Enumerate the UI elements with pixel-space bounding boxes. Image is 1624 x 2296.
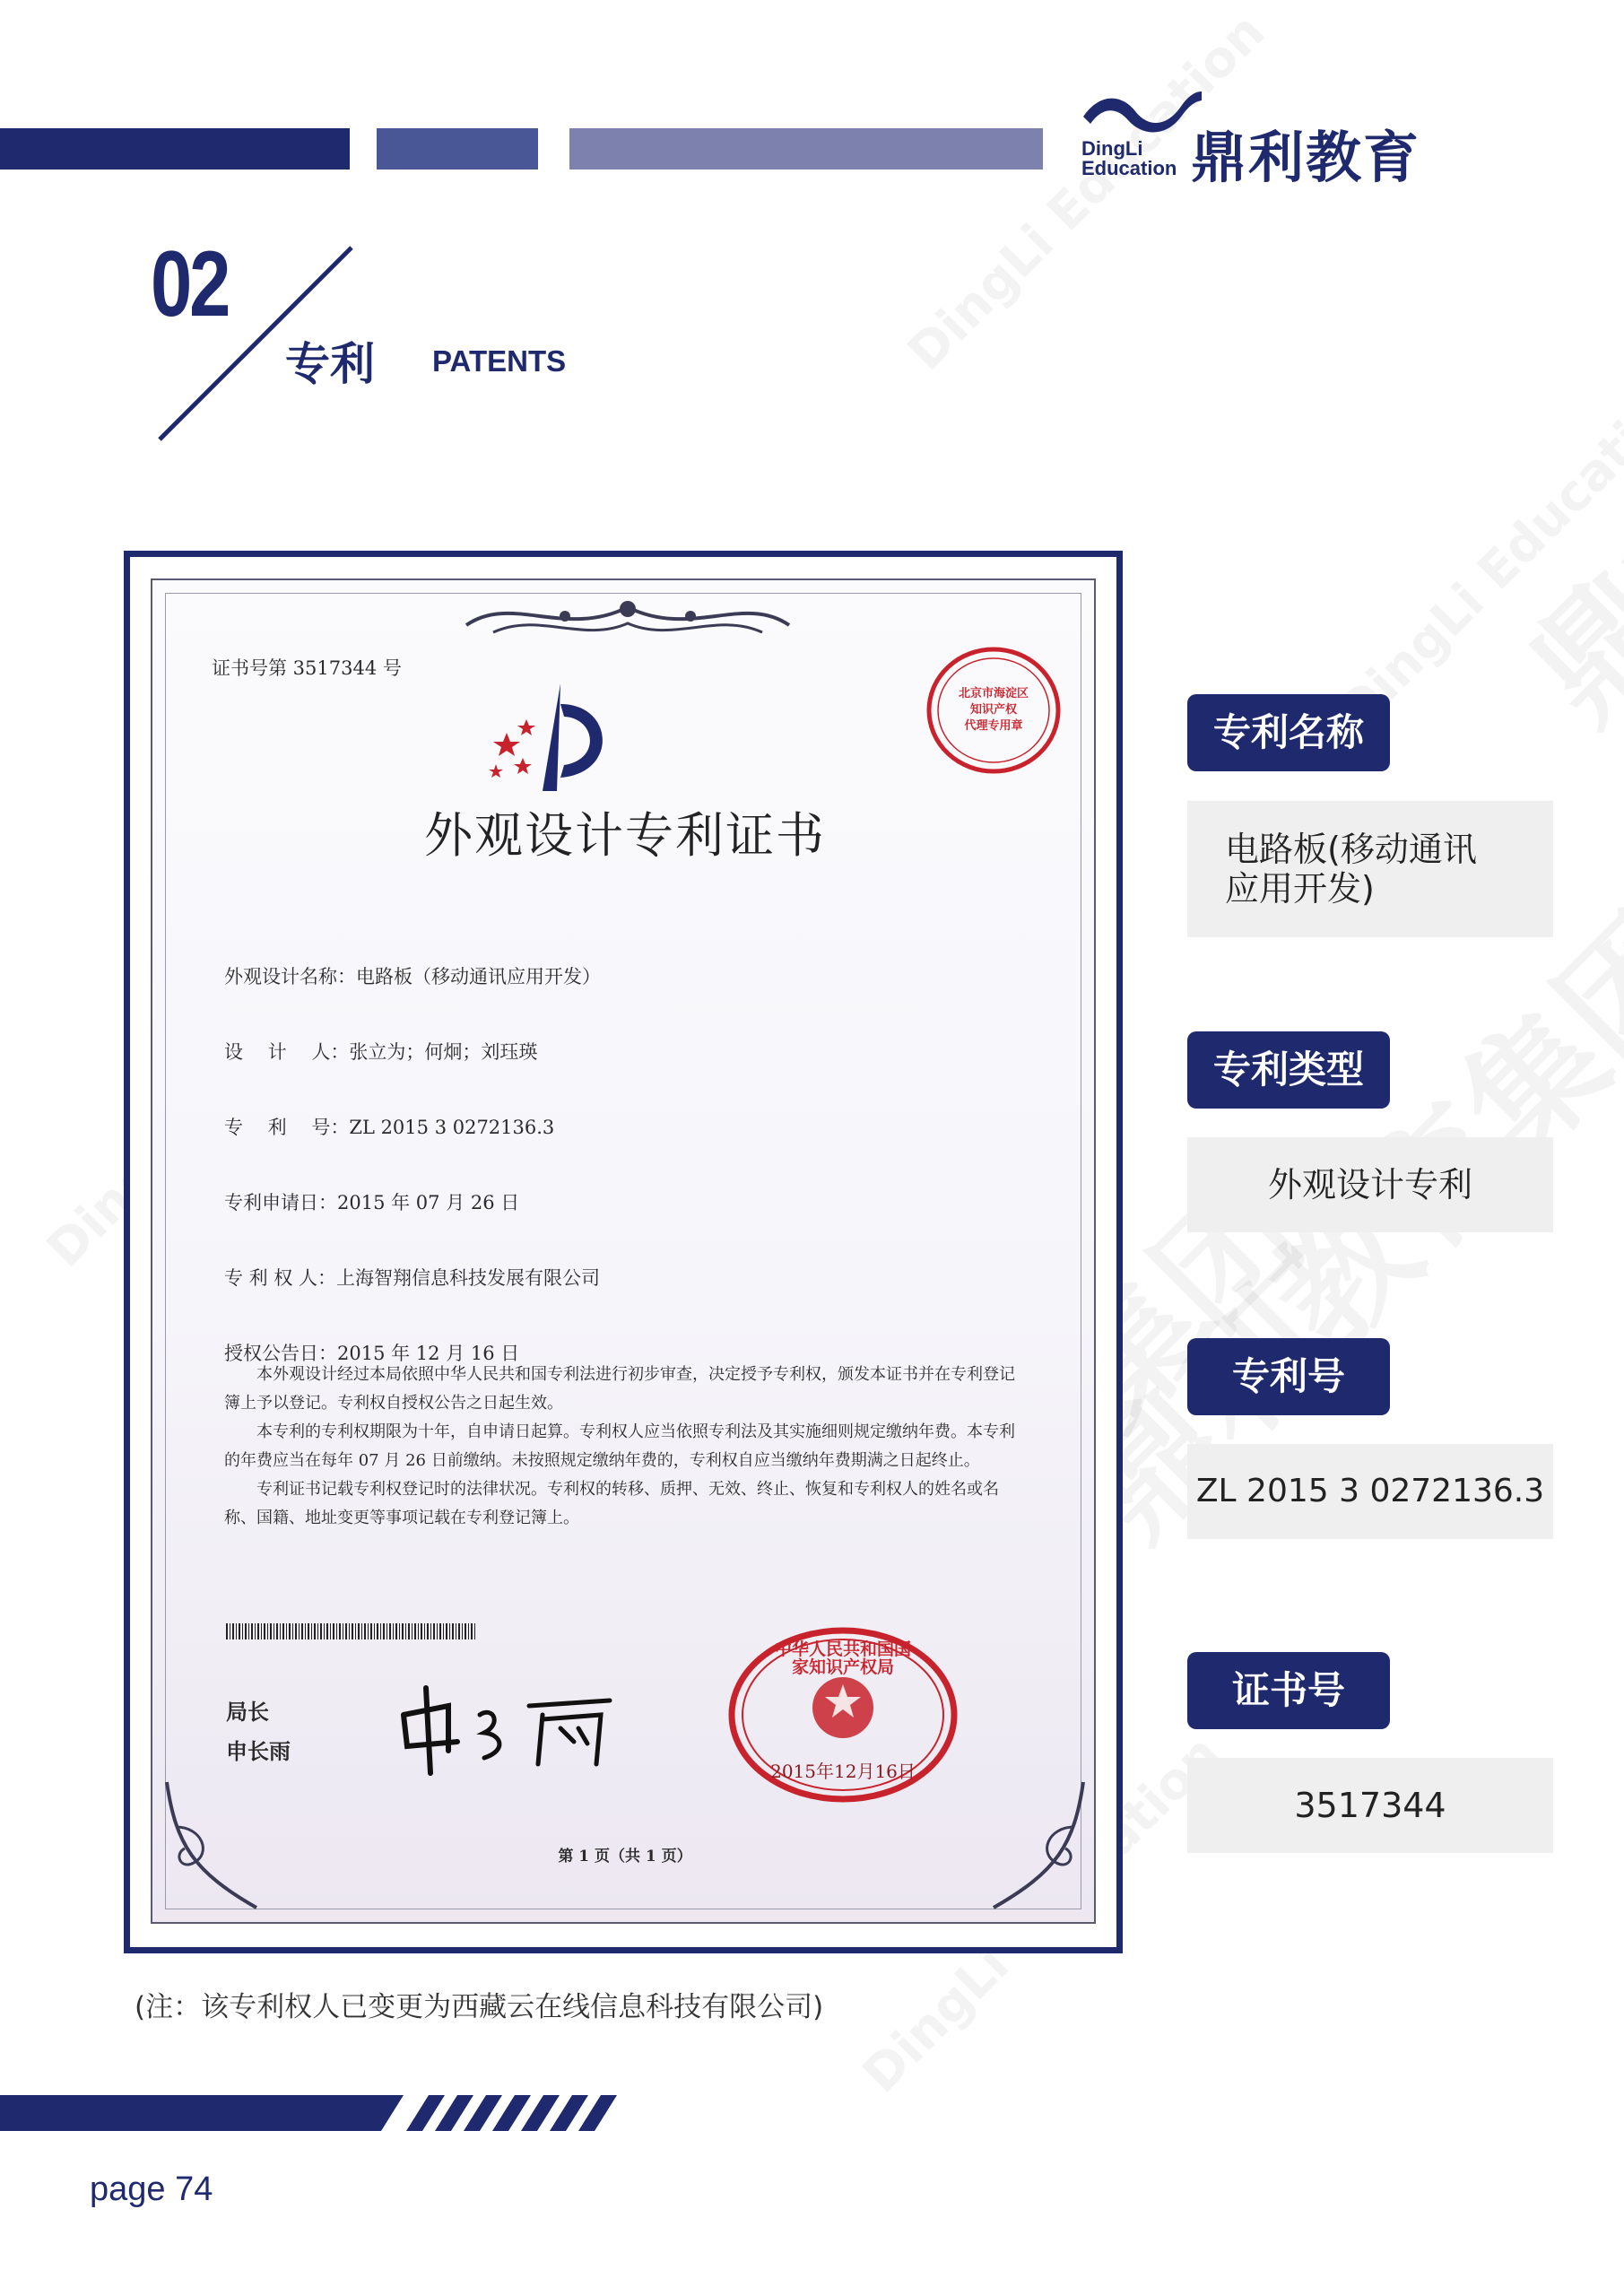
ornament-corner-icon — [158, 1773, 274, 1917]
body-paragraph: 本外观设计经过本局依照中华人民共和国专利法进行初步审查，决定授予专利权，颁发本证书并在专利登记簿上予以登记。专利权自授权公告之日起生效。 — [224, 1365, 1015, 1413]
field-patent-number: 专 利 号：ZL 2015 3 0272136.3 — [224, 1117, 555, 1138]
agency-seal-line2: 代理专用章 — [964, 719, 1023, 733]
certificate-fields — [224, 939, 942, 1391]
certificate-body — [224, 1361, 1022, 1533]
body-paragraph: 本专利的专利权期限为十年，自申请日起算。专利权人应当依照专利法及其实施细则规定缴纳年费。本专利的年费应当在每年 07 月 26 日前缴纳。未按照规定缴纳年费的，专利权自应当缴纳年费期满之日起终止。 — [224, 1422, 1015, 1470]
value-patent-number: ZL 2015 3 0272136.3 — [1187, 1444, 1553, 1539]
value-patent-name — [1187, 801, 1553, 937]
signer-block — [226, 1692, 291, 1771]
section-title-en: PATENTS — [432, 344, 567, 378]
page-number: page 74 — [90, 2170, 213, 2208]
label-cert-number: 证书号 — [1187, 1652, 1390, 1729]
ownership-note: (注：该专利权人已变更为西藏云在线信息科技有限公司) — [135, 1991, 824, 2023]
field-design-name: 外观设计名称：电路板（移动通讯应用开发） — [224, 966, 601, 987]
label-patent-name: 专利名称 — [1187, 694, 1390, 771]
barcode — [226, 1623, 477, 1639]
value-patent-type: 外观设计专利 — [1187, 1137, 1553, 1232]
national-seal-date: 2015年12月16日 — [770, 1761, 916, 1782]
value-cert-number: 3517344 — [1187, 1758, 1553, 1853]
wave-logo-icon — [1080, 81, 1203, 142]
ornament-corner-icon — [976, 1773, 1092, 1917]
signer-name: 申长雨 — [226, 1738, 291, 1764]
field-grant-date: 授权公告日：2015 年 12 月 16 日 — [224, 1343, 520, 1364]
watermark-text — [1480, 48, 1624, 756]
section-title-cn: 专利 — [285, 338, 375, 390]
national-seal-text: 中华人民共和国国家知识产权局 — [774, 1639, 911, 1677]
value-patent-name-line1: 电路板(移动通讯 — [1225, 830, 1477, 869]
ornament-top-icon — [457, 589, 798, 643]
brand-logo — [1076, 81, 1453, 190]
brand-en-line1: DingLi — [1081, 137, 1143, 160]
watermark-text — [1327, 361, 1624, 741]
header-bar-mid — [377, 128, 538, 170]
header-bar-light — [569, 128, 1043, 170]
agency-seal-text — [958, 686, 1029, 735]
agency-seal-line1: 北京市海淀区知识产权 — [958, 687, 1029, 717]
value-patent-name-line2: 应用开发) — [1225, 869, 1375, 909]
field-patentee: 专 利 权 人：上海智翔信息科技发展有限公司 — [224, 1267, 601, 1289]
field-filing-date: 专利申请日：2015 年 07 月 26 日 — [224, 1192, 520, 1213]
label-patent-number: 专利号 — [1187, 1338, 1390, 1415]
field-designer: 设 计 人：张立为；何炯；刘珏瑛 — [224, 1041, 538, 1063]
label-patent-type: 专利类型 — [1187, 1031, 1390, 1109]
brand-cn-name: 鼎利教育 — [1191, 125, 1421, 190]
header-bar-dark — [0, 128, 350, 170]
section-number: 02 — [151, 232, 229, 336]
cert-number: 证书号第 3517344 号 — [212, 657, 402, 679]
patent-office-emblem-icon — [471, 679, 650, 796]
signer-title: 局长 — [226, 1699, 269, 1725]
body-paragraph: 专利证书记载专利权登记时的法律状况。专利权的转移、质押、无效、终止、恢复和专利权人的姓名或名称、国籍、地址变更等事项记载在专利登记簿上。 — [224, 1480, 999, 1527]
brand-en-line2: Education — [1081, 157, 1177, 179]
certificate-page-footer: 第 1 页（共 1 页） — [558, 1848, 692, 1866]
certificate-image — [151, 578, 1096, 1924]
certificate-title: 外观设计专利证书 — [424, 807, 826, 864]
footer-stripe-bar — [0, 2095, 628, 2131]
signature-icon — [395, 1679, 628, 1778]
